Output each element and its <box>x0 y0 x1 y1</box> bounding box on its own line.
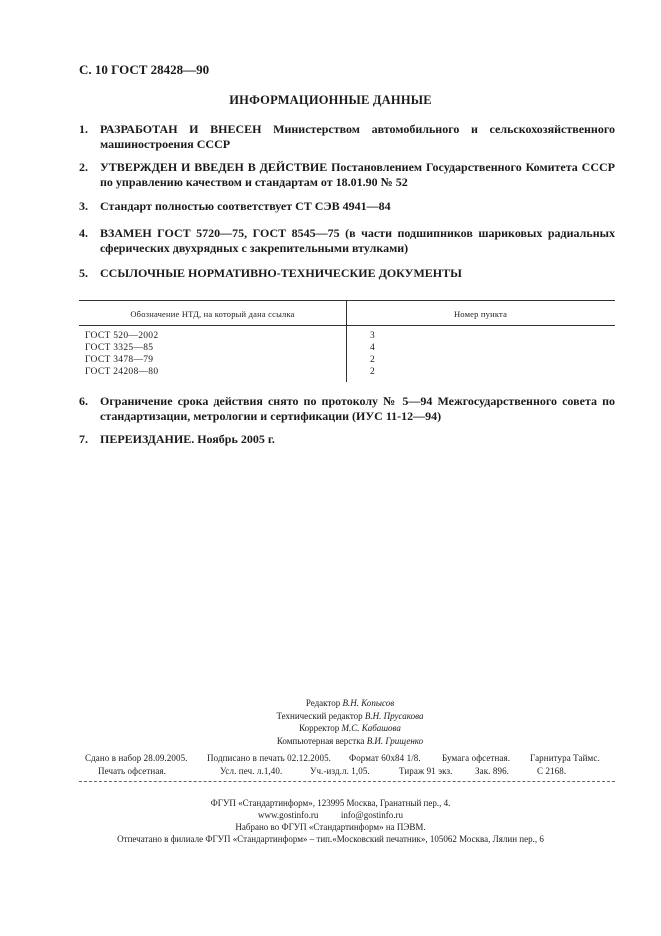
credit-role: Редактор <box>305 698 341 708</box>
pub-field: Тираж 91 экз. <box>399 766 453 776</box>
credit-name: В.И. Грищенко <box>366 735 424 746</box>
pub-field: Гарнитура Таймс. <box>530 753 600 763</box>
info-item-7 <box>79 432 615 447</box>
table-cell-document: ГОСТ 520—2002 <box>85 331 159 341</box>
item-number: 4. <box>79 226 88 240</box>
table-cell-document: ГОСТ 3478—79 <box>85 355 154 365</box>
table-row <box>79 355 615 367</box>
table-header-document: Обозначение НТД, на который дана ссылка <box>130 309 295 319</box>
info-item-4 <box>79 226 615 256</box>
info-item-5 <box>79 266 615 281</box>
table-cell-document: ГОСТ 24208—80 <box>85 367 159 377</box>
item-number: 2. <box>79 160 88 174</box>
item-number: 3. <box>79 199 88 213</box>
info-item-3 <box>79 199 615 214</box>
pub-field: Сдано в набор 28.09.2005. <box>85 753 188 763</box>
table-row <box>79 367 615 379</box>
item-number: 1. <box>79 122 88 136</box>
publisher-footer <box>0 797 661 845</box>
info-item-6 <box>79 394 615 424</box>
table-top-border <box>79 300 615 301</box>
table-cell-clause: 2 <box>370 367 375 377</box>
table-cell-clause: 3 <box>370 331 375 341</box>
table-cell-clause: 4 <box>370 343 375 353</box>
footer-divider <box>79 781 615 782</box>
table-cell-clause: 2 <box>370 355 375 365</box>
table-header-clause: Номер пункта <box>453 309 508 319</box>
credit-name: В.Н. Прусакова <box>364 710 424 721</box>
credit-role: Компьютерная верстка <box>276 735 365 746</box>
editorial-credits <box>200 697 500 747</box>
reference-table <box>79 300 615 382</box>
credit-line <box>200 735 500 748</box>
credit-role: Корректор <box>299 723 340 733</box>
item-text: ВЗАМЕН ГОСТ 5720—75, ГОСТ 8545—75 (в части подшипников шариковых радиальных сферических двухрядных с закрепительными втулками) <box>100 226 615 255</box>
footer-line: Отпечатано в филиале ФГУП «Стандартинформ» – тип.«Московский печатник», 105062 Москва, Лялин пер., 6 <box>117 834 544 844</box>
section-title: ИНФОРМАЦИОННЫЕ ДАННЫЕ <box>229 93 432 107</box>
item-number: 7. <box>79 432 88 446</box>
pub-field: Формат 60х84 1/8. <box>349 753 421 763</box>
page-header: С. 10 ГОСТ 28428—90 <box>79 62 210 77</box>
credit-name: М.С. Кабашова <box>341 723 401 733</box>
item-text: УТВЕРЖДЕН И ВВЕДЕН В ДЕЙСТВИЕ Постановлением Государственного Комитета СССР по управлению качеством и стандартам от 18.01.90 № 52 <box>100 160 615 189</box>
pub-field: Бумага офсетная. <box>442 753 511 763</box>
credit-line <box>200 697 500 710</box>
pub-field: С 2168. <box>537 766 567 776</box>
pub-field: Уч.-изд.л. 1,05. <box>310 766 370 776</box>
table-cell-document: ГОСТ 3325—85 <box>85 343 154 353</box>
pub-field: Подписано в печать 02.12.2005. <box>207 753 332 763</box>
table-header-border <box>79 325 615 326</box>
table-row <box>79 343 615 355</box>
item-text: ССЫЛОЧНЫЕ НОРМАТИВНО-ТЕХНИЧЕСКИЕ ДОКУМЕНТЫ <box>100 266 462 280</box>
credit-name: В.Н. Копысов <box>342 698 395 708</box>
item-number: 6. <box>79 394 88 408</box>
footer-line: Набрано во ФГУП «Стандартинформ» на ПЭВМ. <box>235 822 426 832</box>
item-text: Стандарт полностью соответствует СТ СЭВ 4941—84 <box>100 199 391 213</box>
info-item-1 <box>79 122 615 152</box>
credit-role: Технический редактор <box>276 710 363 721</box>
pub-field: Усл. печ. л.1,40. <box>220 766 283 776</box>
item-text: ПЕРЕИЗДАНИЕ. Ноябрь 2005 г. <box>100 432 275 446</box>
credit-line <box>200 722 500 735</box>
item-text: РАЗРАБОТАН И ВНЕСЕН Министерством автомобильного и сельскохозяйственного машиностроения СССР <box>100 122 615 151</box>
info-item-2 <box>79 160 615 190</box>
table-row <box>79 331 615 343</box>
pub-field: Зак. 896. <box>475 766 510 776</box>
credit-line <box>200 710 500 723</box>
pub-field: Печать офсетная. <box>98 766 167 776</box>
item-number: 5. <box>79 266 88 280</box>
footer-line: www.gostinfo.ru info@gostinfo.ru <box>258 810 403 820</box>
footer-line: ФГУП «Стандартинформ», 123995 Москва, Гранатный пер., 4. <box>210 798 451 808</box>
item-text: Ограничение срока действия снято по протоколу № 5—94 Межгосударственного совета по стандартизации, метрологии и сертификации (ИУС 11-12—94) <box>100 394 615 423</box>
